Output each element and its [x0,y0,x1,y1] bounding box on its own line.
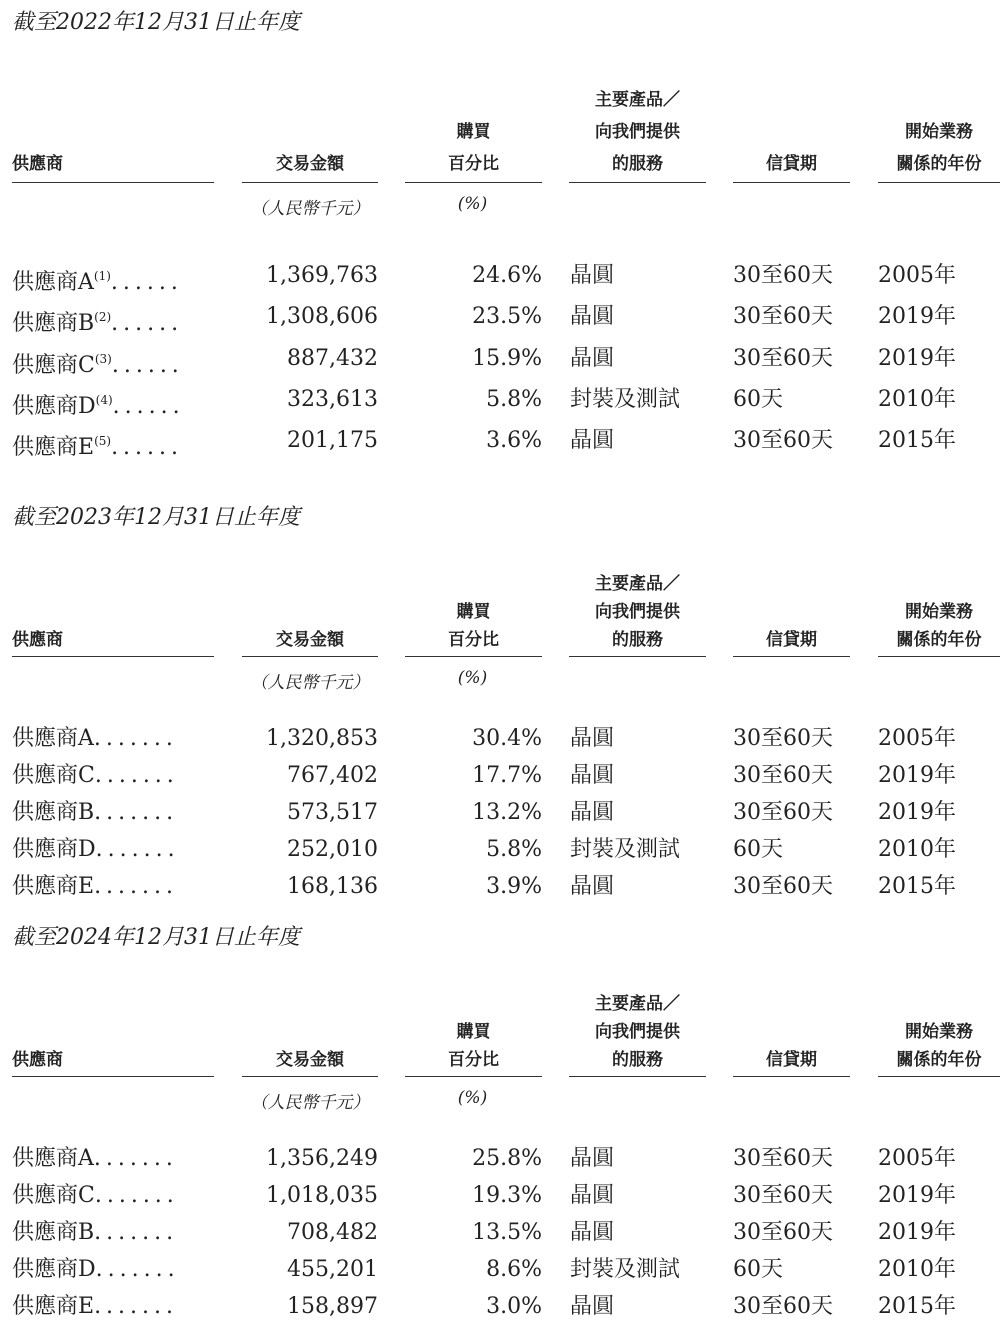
header-start-year [878,116,1000,180]
credit-period: 30至60天 [733,1183,833,1208]
header-credit [733,148,850,180]
supplier-label: 供應商C [12,763,95,788]
header-line: 交易金額 [276,630,344,650]
header-product [569,570,706,654]
section-title: 截至2023年12月31日止年度 [12,505,300,530]
credit-period: 30至60天 [733,1220,833,1245]
table-row [0,301,1000,337]
header-line: 主要產品／ [595,90,680,110]
percent-unit: (%) [457,1088,488,1108]
product-service: 晶圓 [570,726,615,751]
header-line: 開始業務 [905,1022,973,1042]
credit-period: 30至60天 [733,726,833,751]
table-row [0,723,1000,755]
purchase-percent: 15.9% [472,345,542,371]
purchase-percent: 17.7% [472,763,542,788]
header-percent [405,116,542,180]
header-line: 關係的年份 [896,154,982,174]
header-line: 向我們提供 [595,602,680,622]
purchase-percent: 3.6% [486,428,542,454]
header-line: 信貸期 [766,154,817,174]
supplier-name [12,1291,178,1323]
table-row [0,384,1000,419]
transaction-amount: 1,308,606 [266,304,378,330]
supplier-name [12,384,185,423]
supplier-name [12,797,178,829]
relationship-start-year: 2010年 [878,1257,956,1282]
leader-dots: ....... [94,1294,179,1319]
relationship-start-year: 2005年 [878,726,956,751]
header-underline [405,656,542,657]
relationship-start-year: 2010年 [878,837,956,862]
supplier-name [12,1180,179,1212]
relationship-start-year: 2019年 [878,763,956,788]
header-line: 主要產品／ [595,994,680,1014]
product-service: 晶圓 [570,1146,615,1171]
section-title: 截至2022年12月31日止年度 [12,10,300,35]
supplier-label: 供應商D [12,837,96,862]
header-line: 購買 [456,122,491,142]
relationship-start-year: 2015年 [878,874,956,899]
purchase-percent: 25.8% [472,1146,542,1171]
leader-dots: ...... [112,393,185,419]
header-line: 的服務 [612,154,663,174]
supplier-name [12,1143,178,1175]
amount-unit: （人民幣千元） [250,1093,370,1113]
header-underline [12,182,214,183]
transaction-amount: 201,175 [287,428,378,454]
header-line: 向我們提供 [595,1022,680,1042]
credit-period: 60天 [733,837,783,862]
product-service: 晶圓 [570,800,615,825]
transaction-amount: 573,517 [287,800,378,825]
leader-dots: ....... [93,726,178,751]
table-row [0,1217,1000,1249]
supplier-label: 供應商A [12,726,94,751]
purchase-percent: 5.8% [486,837,542,862]
header-underline [569,182,706,183]
header-underline [569,656,706,657]
transaction-amount: 158,897 [287,1294,378,1319]
relationship-start-year: 2019年 [878,800,956,825]
header-percent [405,598,542,654]
header-line: 百分比 [448,1050,499,1070]
table-row [0,343,1000,378]
header-underline [733,182,850,183]
header-line: 向我們提供 [595,122,680,142]
amount-unit: （人民幣千元） [250,673,370,693]
header-underline [878,1076,1000,1077]
transaction-amount: 1,018,035 [266,1183,378,1208]
header-line: 的服務 [612,1050,663,1070]
table-row [0,797,1000,829]
header-product [569,990,706,1074]
header-underline [12,656,214,657]
table-row [0,834,1000,866]
header-line: 關係的年份 [896,1050,982,1070]
header-underline [242,656,378,657]
relationship-start-year: 2005年 [878,1146,956,1171]
header-underline [242,1076,378,1077]
header-supplier [12,148,214,180]
header-underline [12,1076,214,1077]
header-underline [878,656,1000,657]
header-underline [242,182,378,183]
leader-dots: ...... [111,311,184,337]
leader-dots: ....... [95,1257,180,1282]
footnote-ref: (1) [93,269,111,283]
transaction-amount: 168,136 [287,874,378,899]
header-line: 百分比 [448,154,499,174]
relationship-start-year: 2015年 [878,1294,956,1319]
supplier-name [12,343,184,382]
purchase-percent: 5.8% [486,386,542,412]
relationship-start-year: 2019年 [878,304,956,330]
transaction-amount: 252,010 [287,837,378,862]
leader-dots: ....... [93,1146,178,1171]
supplier-label: 供應商B [12,800,95,825]
relationship-start-year: 2019年 [878,1183,956,1208]
credit-period: 30至60天 [733,1146,833,1171]
header-start-year [878,1018,1000,1074]
header-line: 百分比 [448,630,499,650]
product-service: 晶圓 [570,304,615,330]
transaction-amount: 323,613 [287,386,378,412]
header-underline [878,182,1000,183]
leader-dots: ....... [94,874,179,899]
header-start-year [878,598,1000,654]
supplier-name [12,871,178,903]
header-line: 供應商 [12,630,63,650]
table-row [0,260,1000,295]
header-line: 交易金額 [276,154,344,174]
supplier-name [12,834,180,866]
relationship-start-year: 2019年 [878,1220,956,1245]
supplier-label: 供應商B [12,1220,95,1245]
header-amount [242,626,378,654]
transaction-amount: 708,482 [287,1220,378,1245]
supplier-name [12,723,178,755]
product-service: 晶圓 [570,263,615,288]
header-line: 信貸期 [766,1050,817,1070]
table-row [0,871,1000,903]
leader-dots: ...... [111,352,184,378]
product-service: 晶圓 [570,763,615,788]
leader-dots: ....... [94,1220,179,1245]
product-service: 晶圓 [570,1294,615,1319]
supplier-label: 供應商D [12,1257,96,1282]
purchase-percent: 3.9% [486,874,542,899]
credit-period: 30至60天 [733,304,833,330]
header-line: 購買 [456,602,491,622]
supplier-name [12,1254,180,1286]
purchase-percent: 23.5% [472,304,542,330]
credit-period: 60天 [733,1257,783,1282]
purchase-percent: 3.0% [486,1294,542,1319]
relationship-start-year: 2015年 [878,428,956,454]
purchase-percent: 8.6% [486,1257,542,1282]
header-underline [569,1076,706,1077]
header-line: 供應商 [12,1050,63,1070]
supplier-label: 供應商A [12,1146,94,1171]
footnote-ref: (5) [94,434,112,449]
credit-period: 30至60天 [733,263,833,288]
purchase-percent: 13.2% [472,800,542,825]
footnote-ref: (4) [95,392,113,407]
percent-unit: (%) [457,194,488,214]
supplier-label: 供應商C [12,1183,95,1208]
credit-period: 30至60天 [733,874,833,899]
supplier-name [12,260,183,299]
supplier-label: 供應商C [12,352,95,378]
footnote-ref: (2) [94,310,112,325]
leader-dots: ...... [110,270,183,295]
header-underline [405,1076,542,1077]
header-amount [242,1046,378,1074]
credit-period: 30至60天 [733,763,833,788]
header-supplier [12,626,214,654]
supplier-label: 供應商E [12,874,95,899]
leader-dots: ....... [94,800,179,825]
transaction-amount: 455,201 [287,1257,378,1282]
purchase-percent: 19.3% [472,1183,542,1208]
supplier-label: 供應商E [12,1294,95,1319]
section-title: 截至2024年12月31日止年度 [12,925,300,950]
table-row [0,760,1000,792]
credit-period: 30至60天 [733,428,833,454]
product-service: 晶圓 [570,428,615,454]
table-row [0,1291,1000,1323]
footnote-ref: (3) [94,351,112,366]
relationship-start-year: 2019年 [878,345,956,371]
header-line: 購買 [456,1022,491,1042]
supplier-label: 供應商D [12,393,96,419]
header-line: 關係的年份 [896,630,982,650]
header-line: 供應商 [12,154,63,174]
leader-dots: ....... [95,837,180,862]
relationship-start-year: 2005年 [878,263,956,288]
table-row [0,425,1000,461]
supplier-name [12,301,183,340]
product-service: 封裝及測試 [570,837,681,862]
credit-period: 30至60天 [733,345,833,371]
header-line: 開始業務 [905,602,973,622]
supplier-label: 供應商E [12,435,95,461]
credit-period: 30至60天 [733,1294,833,1319]
purchase-percent: 13.5% [472,1220,542,1245]
transaction-amount: 767,402 [287,763,378,788]
transaction-amount: 887,432 [287,345,378,371]
percent-unit: (%) [457,668,488,688]
header-line: 交易金額 [276,1050,344,1070]
supplier-label: 供應商B [12,311,95,337]
product-service: 晶圓 [570,1183,615,1208]
header-credit [733,626,850,654]
supplier-name [12,425,183,464]
leader-dots: ....... [94,763,179,788]
header-percent [405,1018,542,1074]
header-underline [733,656,850,657]
relationship-start-year: 2010年 [878,386,956,412]
supplier-name [12,1217,178,1249]
header-line: 的服務 [612,630,663,650]
supplier-label: 供應商A [12,270,94,295]
amount-unit: （人民幣千元） [250,199,370,219]
header-product [569,84,706,180]
header-amount [242,148,378,180]
product-service: 封裝及測試 [570,386,681,412]
table-row [0,1254,1000,1286]
table-row [0,1143,1000,1175]
credit-period: 60天 [733,386,783,412]
header-line: 主要產品／ [595,574,680,594]
table-row [0,1180,1000,1212]
product-service: 晶圓 [570,874,615,899]
header-line: 信貸期 [766,630,817,650]
transaction-amount: 1,369,763 [266,263,378,288]
header-supplier [12,1046,214,1074]
header-underline [733,1076,850,1077]
supplier-name [12,760,179,792]
transaction-amount: 1,320,853 [266,726,378,751]
transaction-amount: 1,356,249 [266,1146,378,1171]
header-underline [405,182,542,183]
header-line: 開始業務 [905,122,973,142]
header-credit [733,1046,850,1074]
product-service: 晶圓 [570,345,615,371]
credit-period: 30至60天 [733,800,833,825]
leader-dots: ...... [111,435,184,461]
product-service: 晶圓 [570,1220,615,1245]
purchase-percent: 30.4% [472,726,542,751]
purchase-percent: 24.6% [472,263,542,288]
product-service: 封裝及測試 [570,1257,681,1282]
leader-dots: ....... [94,1183,179,1208]
